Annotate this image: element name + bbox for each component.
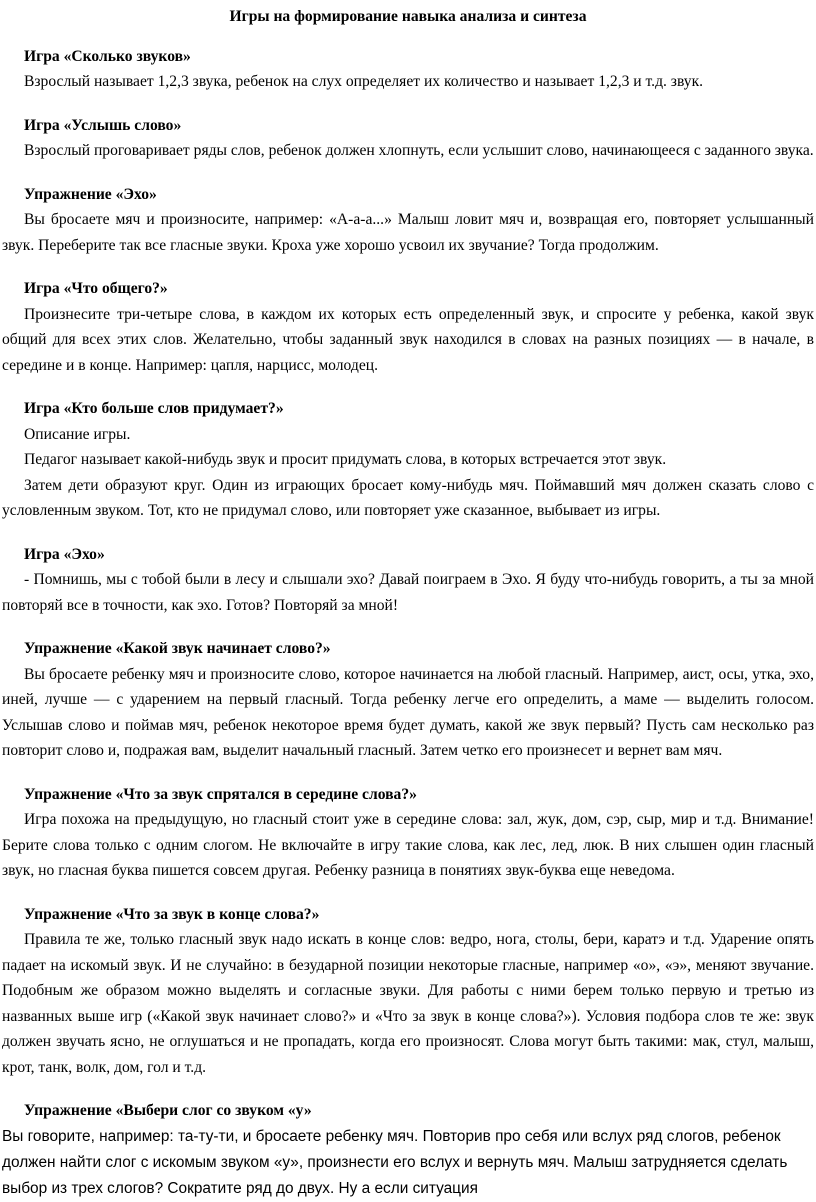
- section-heading: Игра «Кто больше слов придумает?»: [24, 400, 284, 417]
- section-echo-game: [2, 542, 814, 619]
- section-how-many-sounds: [2, 44, 814, 95]
- section-paragraph: Педагог называет какой-нибудь звук и просит придумать слова, в которых встречается этот звук.: [24, 451, 667, 468]
- section-middle-sound: [2, 782, 814, 884]
- section-paragraph: Игра похожа на предыдущую, но гласный стоит уже в середине слова: зал, жук, дом, сэр, сыр, мир и т.д. Внимание! Берите слова только с одним слогом. Не включайте в игру такие слова, как лес, лед, люк. В них слышен один гласный звук, но гласная буква пишется совсем другая. Ребенку разница в понятиях звук-буква еще неведома.: [2, 811, 814, 879]
- section-heading: Игра «Что общего?»: [24, 280, 168, 297]
- section-echo-exercise: [2, 182, 814, 259]
- section-paragraph: Описание игры.: [24, 425, 131, 443]
- section-paragraph: Вы бросаете мяч и произносите, например: «А-а-а...» Малыш ловит мяч и, возвращая его, повторяет услышанный звук. Переберите так все гласные звуки. Кроха уже хорошо усвоил их звучание? Тогда продолжим.: [2, 211, 814, 254]
- section-paragraph: - Помнишь, мы с тобой были в лесу и слышали эхо? Давай поиграем в Эхо. Я буду что-нибудь говорить, а ты за мной повторяй все в точности, как эхо. Готов? Повторяй за мной!: [2, 571, 814, 614]
- section-paragraph: Произнесите три-четыре слова, в каждом их которых есть определенный звук, и спросите у ребенка, какой звук общий для всех этих слов. Желательно, чтобы заданный звук находился в словах на разных позициях — в начале, в середине и в конце. Например: цапля, нарцисс, молодец.: [2, 305, 814, 374]
- section-heading: Упражнение «Что за звук спрятался в середине слова?»: [24, 785, 417, 803]
- document-title: Игры на формирование навыка анализа и синтеза: [229, 8, 587, 25]
- section-what-in-common: [2, 276, 814, 378]
- section-paragraph: Вы бросаете ребенку мяч и произносите слово, которое начинается на любой гласный. Например, аист, осы, утка, эхо, иней, лучше — с ударением на первый гласный. Тогда ребенку легче его определить, а маме — выделить голосом. Услышав слово и поймав мяч, ребенок некоторое время будет думать, какой же звук первый? Пусть сам несколько раз повторит слово и, подражая вам, выделит начальный гласный. Затем четко его произнесет и вернет вам мяч.: [2, 665, 814, 759]
- section-hear-word: [2, 113, 814, 164]
- section-most-words: [2, 396, 814, 524]
- section-heading: Игра «Услышь слово»: [24, 116, 182, 134]
- section-end-sound: [2, 902, 814, 1081]
- section-paragraph: Вы говорите, например: та-ту-ти, и бросаете ребенку мяч. Повторив про себя или вслух ряд слогов, ребенок должен найти слог с искомым звуком «у», произнести его вслух и вернуть мяч. Малыш затрудняется сделать выбор из трех слогов? Сократите ряд до двух. Ну а если ситуация: [2, 1127, 788, 1197]
- section-paragraph: Взрослый называет 1,2,3 звука, ребенок на слух определяет их количество и называет 1,2,3 и т.д. звук.: [24, 73, 704, 90]
- section-heading: Упражнение «Какой звук начинает слово?»: [24, 640, 331, 657]
- section-heading: Игра «Сколько звуков»: [24, 47, 191, 65]
- section-heading: Упражнение «Что за звук в конце слова?»: [24, 905, 320, 923]
- section-heading: Упражнение «Эхо»: [24, 185, 157, 203]
- section-paragraph: Взрослый проговаривает ряды слов, ребенок должен хлопнуть, если услышит слово, начинающееся с заданного звука.: [24, 142, 814, 159]
- section-first-sound: [2, 636, 814, 764]
- section-heading: Упражнение «Выбери слог со звуком «у»: [24, 1102, 312, 1119]
- section-paragraph: Затем дети образуют круг. Один из играющих бросает кому-нибудь мяч. Поймавший мяч должен сказать слово с условленным звуком. Тот, кто не придумал слово, или повторяет уже сказанное, выбывает из игры.: [2, 476, 814, 519]
- section-choose-syllable: [2, 1098, 814, 1202]
- section-paragraph: Правила те же, только гласный звук надо искать в конце слов: ведро, нога, столы, бери, каратэ и т.д. Ударение опять падает на искомый звук. И не случайно: в безударной позиции некоторые гласные, например «о», «э», меняют звучание. Подобным же образом можно выделять и согласные звуки. Для работы с ними берем только первую и третью из названных выше игр («Какой звук начинает слово?» и «Что за звук в конце слова?»). Условия подбора слов те же: звук должен звучать ясно, не оглушаться и не пропадать, когда его произносят. Слова могут быть такими: мак, стул, малыш, крот, танк, волк, дом, гол и т.д.: [2, 931, 814, 1076]
- section-heading: Игра «Эхо»: [24, 545, 105, 563]
